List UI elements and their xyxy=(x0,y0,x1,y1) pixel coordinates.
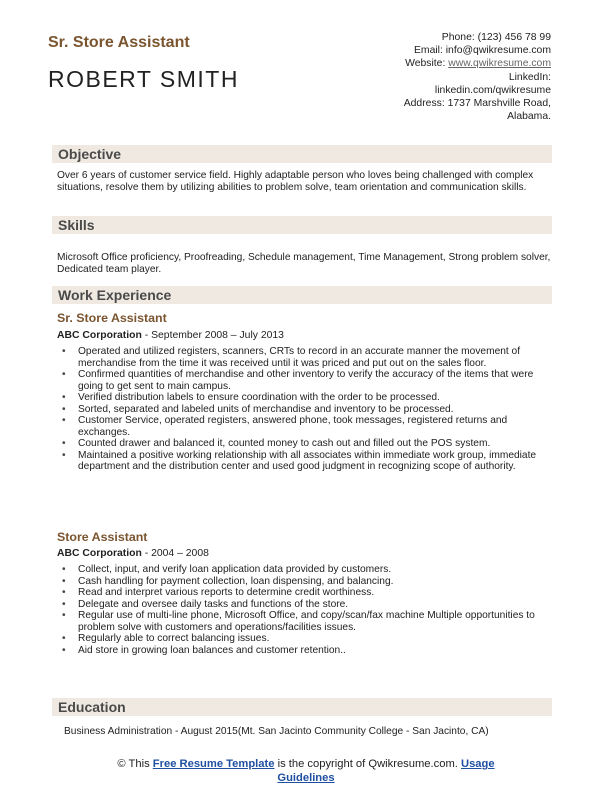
section-heading: Objective xyxy=(58,146,122,162)
contact-email: Email: info@qwikresume.com xyxy=(413,45,551,57)
list-item: • Cash handling for payment collection, loan dispensing, and balancing. xyxy=(62,576,552,588)
section-heading: Education xyxy=(58,699,126,715)
section-skills xyxy=(52,216,552,234)
linkedin-value: linkedin.com/qwikresume xyxy=(434,84,551,96)
list-item: • Sorted, separated and labeled units of merchandise and inventory to be processed. xyxy=(62,404,552,416)
job-dates: - 2004 – 2008 xyxy=(141,548,209,559)
list-item: • Collect, input, and verify loan application data provided by customers. xyxy=(62,564,552,576)
contact-phone: Phone: (123) 456 78 99 xyxy=(441,32,551,43)
contact-website xyxy=(404,57,551,70)
address-line-1: Address: 1737 Marshville Road, xyxy=(403,98,551,110)
job-title-2: Store Assistant xyxy=(57,530,148,544)
job-title: Sr. Store Assistant xyxy=(48,34,190,51)
company-line-2 xyxy=(57,548,209,560)
section-heading: Skills xyxy=(58,217,95,233)
list-item: • Delegate and oversee daily tasks and functions of the store. xyxy=(62,599,552,611)
footer-middle: is the copyright of Qwikresume.com. xyxy=(274,758,461,770)
list-item: • Customer Service, operated registers, answered phone, took messages, registered returns and exchanges. xyxy=(62,415,552,438)
education-entry: Business Administration - August 2015(Mt. San Jacinto Community College - San Jacinto, CA) xyxy=(64,726,489,737)
job-1-bullets xyxy=(62,346,552,473)
list-item: • Regularly able to correct balancing issues. xyxy=(62,633,552,645)
list-item: • Aid store in growing loan balances and customer retention.. xyxy=(62,645,552,657)
list-item: • Operated and utilized registers, scanners, CRTs to record in an accurate manner the movement of merchandise from the time it was received until it was priced and put out on the sales floor. xyxy=(62,346,552,369)
address-line-2: Alabama. xyxy=(507,111,551,123)
section-objective xyxy=(52,145,552,163)
free-resume-template-link[interactable]: Free Resume Template xyxy=(152,758,275,770)
job-2-bullets xyxy=(62,564,552,656)
list-item: • Confirmed quantities of merchandise and other inventory to verify the accuracy of the items that were going to get sent to main campus. xyxy=(62,369,552,392)
contact-block xyxy=(404,31,551,123)
job-title-1: Sr. Store Assistant xyxy=(57,311,167,325)
job-dates: - September 2008 – July 2013 xyxy=(141,330,284,341)
section-education xyxy=(52,698,552,716)
footer-prefix: © This xyxy=(117,758,153,770)
skills-text: Microsoft Office proficiency, Proofreading, Schedule management, Time Management, Strong problem solver, Dedicated team player. xyxy=(57,252,551,275)
usage-guidelines-link[interactable]: Usage xyxy=(461,758,495,770)
section-heading: Work Experience xyxy=(58,287,172,303)
list-item: • Verified distribution labels to ensure coordination with the order to be processed. xyxy=(62,392,552,404)
website-label: Website: xyxy=(405,58,449,70)
list-item: • Regular use of multi-line phone, Microsoft Office, and copy/scan/fax machine Multiple opportunities to problem solve with customers and operations/facilities issues. xyxy=(62,610,552,633)
company-name: ABC Corporation xyxy=(57,548,142,559)
objective-text: Over 6 years of customer service field. Highly adaptable person who loves being challenged with complex situations, resolve them by utilizing abilities to problem solve, team orientation and communication skills. xyxy=(57,170,534,193)
usage-guidelines-link-cont[interactable]: Guidelines xyxy=(277,772,335,784)
company-line-1 xyxy=(57,330,284,342)
candidate-name: ROBERT SMITH xyxy=(48,66,239,92)
section-work-experience xyxy=(52,286,552,304)
resume-header xyxy=(47,30,557,130)
linkedin-label: LinkedIn: xyxy=(508,71,551,83)
website-link[interactable]: www.qwikresume.com xyxy=(448,58,551,70)
list-item: • Read and interpret various reports to determine credit worthiness. xyxy=(62,587,552,599)
list-item: • Maintained a positive working relationship with all associates within immediate work group, immediate department and the distribution center and used good judgment in recognizing scope of authority. xyxy=(62,450,552,473)
copyright-footer xyxy=(0,757,612,785)
company-name: ABC Corporation xyxy=(57,330,142,341)
list-item: • Counted drawer and balanced it, counted money to cash out and filled out the POS system. xyxy=(62,438,552,450)
